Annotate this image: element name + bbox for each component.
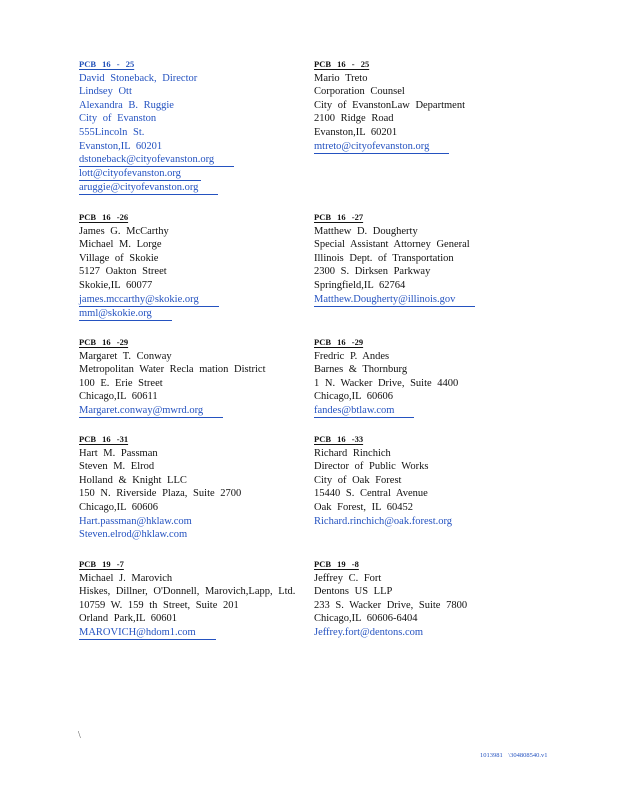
city-state-zip: Chicago,IL 60606 <box>314 391 394 403</box>
email-link[interactable]: MAROVICH@hdom1.com <box>79 627 216 640</box>
contact-name: Matthew D. Dougherty <box>314 225 418 237</box>
document-id: 1013981 \304808540.v1 <box>480 752 548 759</box>
organization: Metropolitan Water Recla mation District <box>79 364 266 376</box>
service-entry-8 <box>314 433 584 528</box>
organization: Illinois Dept. of Transportation <box>314 252 454 264</box>
organization: Holland & Knight LLC <box>79 474 187 486</box>
street-address: 233 S. Wacker Drive, Suite 7800 <box>314 599 468 611</box>
organization: Barnes & Thornburg <box>314 364 408 376</box>
street-address: 555Lincoln St. <box>79 126 145 138</box>
email-link[interactable]: fandes@btlaw.com <box>314 405 414 418</box>
service-entry-4 <box>314 211 584 307</box>
city-state-zip: Oak Forest, IL 60452 <box>314 501 414 513</box>
email-link[interactable]: dstoneback@cityofevanston.org <box>79 154 234 167</box>
case-number: PCB 16 -27 <box>314 212 364 222</box>
contact-title: Director of Public Works <box>314 461 429 473</box>
email-link[interactable]: mtreto@cityofevanston.org <box>314 141 449 154</box>
email-link[interactable]: mml@skokie.org <box>79 308 172 321</box>
email-link[interactable]: Steven.elrod@hklaw.com <box>79 529 188 541</box>
footer-mark: \ <box>78 730 81 741</box>
organization: City of EvanstonLaw Department <box>314 99 466 111</box>
case-number: PCB 16 -29 <box>314 337 364 347</box>
contact-name: Hart M. Passman <box>79 447 158 459</box>
email-link[interactable]: Matthew.Dougherty@illinois.gov <box>314 294 475 307</box>
service-entry-3 <box>79 211 349 321</box>
contact-name: Alexandra B. Ruggie <box>79 99 174 111</box>
city-state-zip: Orland Park,IL 60601 <box>79 613 178 625</box>
city-state-zip: Chicago,IL 60606-6404 <box>314 613 418 625</box>
street-address: 5127 Oakton Street <box>79 266 167 278</box>
email-link[interactable]: Margaret.conway@mwrd.org <box>79 405 223 418</box>
street-address: 1 N. Wacker Drive, Suite 4400 <box>314 377 459 389</box>
email-link[interactable]: james.mccarthy@skokie.org <box>79 294 219 307</box>
city-state-zip: Evanston,IL 60201 <box>314 126 398 138</box>
email-link[interactable]: Jeffrey.fort@dentons.com <box>314 626 424 638</box>
contact-name: Mario Treto <box>314 72 368 84</box>
street-address: 15440 S. Central Avenue <box>314 488 428 500</box>
street-address: 100 E. Erie Street <box>79 377 163 389</box>
organization: Dentons US LLP <box>314 586 393 598</box>
city-state-zip: Skokie,IL 60077 <box>79 279 153 291</box>
city-state-zip: Evanston,IL 60201 <box>79 140 163 152</box>
organization: Hiskes, Dillner, O'Donnell, Marovich,Lapp, Ltd. <box>79 586 296 598</box>
case-number: PCB 16 -33 <box>314 434 364 444</box>
contact-name: David Stoneback, Director <box>79 72 198 84</box>
contact-title: Corporation Counsel <box>314 86 405 98</box>
contact-name: James G. McCarthy <box>79 225 169 237</box>
case-number: PCB 16 - 25 <box>79 59 135 69</box>
contact-name: Jeffrey C. Fort <box>314 572 382 584</box>
contact-name: Steven M. Elrod <box>79 461 155 473</box>
case-number: PCB 16 -29 <box>79 337 129 347</box>
street-address: 2300 S. Dirksen Parkway <box>314 266 431 278</box>
organization: City of Evanston <box>79 113 157 125</box>
contact-name: Fredric P. Andes <box>314 350 390 362</box>
contact-name: Michael M. Lorge <box>79 239 162 251</box>
case-number: PCB 16 -26 <box>79 212 129 222</box>
street-address: 10759 W. 159 th Street, Suite 201 <box>79 599 239 611</box>
contact-title: Special Assistant Attorney General <box>314 239 470 251</box>
service-entry-9 <box>79 558 349 640</box>
service-entry-7 <box>79 433 349 542</box>
service-entry-10 <box>314 558 584 640</box>
city-state-zip: Chicago,IL 60606 <box>79 501 159 513</box>
city-state-zip: Springfield,IL 62764 <box>314 279 406 291</box>
case-number: PCB 16 - 25 <box>314 59 370 69</box>
city-state-zip: Chicago,IL 60611 <box>79 391 158 403</box>
organization: City of Oak Forest <box>314 474 402 486</box>
case-number: PCB 16 -31 <box>79 434 129 444</box>
service-entry-1 <box>79 58 349 195</box>
street-address: 150 N. Riverside Plaza, Suite 2700 <box>79 488 242 500</box>
street-address: 2100 Ridge Road <box>314 113 394 125</box>
email-link[interactable]: lott@cityofevanston.org <box>79 168 201 181</box>
contact-name: Margaret T. Conway <box>79 350 172 362</box>
service-entry-2 <box>314 58 584 154</box>
contact-name: Michael J. Marovich <box>79 572 173 584</box>
case-number: PCB 19 -7 <box>79 559 124 569</box>
service-entry-5 <box>79 336 349 418</box>
email-link[interactable]: Richard.rinchich@oak.forest.org <box>314 515 453 527</box>
service-entry-6 <box>314 336 584 418</box>
case-number: PCB 19 -8 <box>314 559 359 569</box>
contact-name: Lindsey Ott <box>79 86 132 98</box>
contact-name: Richard Rinchich <box>314 447 391 459</box>
organization: Village of Skokie <box>79 252 159 264</box>
email-link[interactable]: aruggie@cityofevanston.org <box>79 182 218 195</box>
email-link[interactable]: Hart.passman@hklaw.com <box>79 515 192 527</box>
